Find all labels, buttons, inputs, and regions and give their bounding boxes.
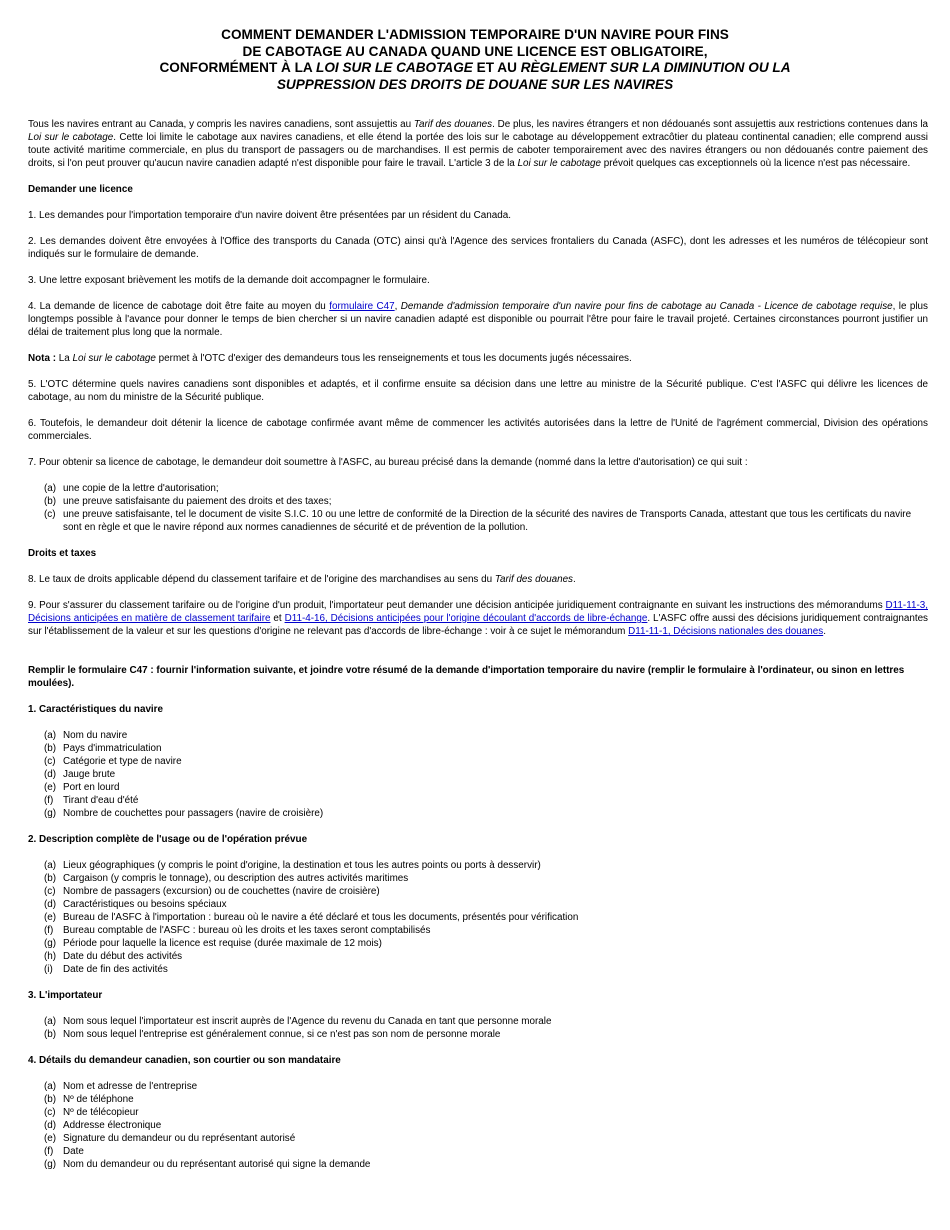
list-item-text: Bureau de l'ASFC à l'importation : bureau où le navire a été déclaré et tous les documents, présentés pour vérification [63, 912, 579, 923]
list-item-text: Cargaison (y compris le tonnage), ou description des autres activités maritimes [63, 873, 409, 884]
list-item-text: Date du début des activités [63, 951, 183, 962]
list-item [28, 937, 928, 950]
list-item-text: une preuve satisfaisante, tel le document de visite S.I.C. 10 ou une lettre de conformité de la Direction de la sécurité des navires de Transports Canada, attestant que tous les certificats du navire sont en règle et que le navire répond aux normes canadiennes de sécurité et de prévention de la pollution. [63, 509, 912, 533]
list-item-text: Période pour laquelle la licence est requise (durée maximale de 12 mois) [63, 938, 382, 949]
list-item-key: (b) [44, 1029, 57, 1040]
list-item [28, 794, 928, 807]
heading-remplir-formulaire: Remplir le formulaire C47 : fournir l'information suivante, et joindre votre résumé de la demande d'importation temporaire du navire (remplir le formulaire à l'ordinateur, ou sinon en lettres moulées). [28, 665, 905, 689]
list-item-key: (c) [44, 509, 56, 520]
link-formulaire-c47[interactable]: formulaire C47 [329, 301, 395, 312]
list-item [28, 924, 928, 937]
link-d11-4-16[interactable]: D11-4-16, Décisions anticipées pour l'origine découlant d'accords de libre-échange [284, 613, 648, 624]
title-line-3: CONFORMÉMENT À LA LOI SUR LE CABOTAGE ET AU RÈGLEMENT SUR LA DIMINUTION OU LA [159, 60, 791, 75]
paragraph-9: 9. Pour s'assurer du classement tarifaire ou de l'origine d'un produit, l'importateur peut demander une décision anticipée juridiquement contraignante en suivant les instructions des mémorandums D11-11-3, Décisions anticipées en matière de classement tarifaire et D11-4-16, Décisions anticipées pour l'origine découlant d'accords de libre-échange. L'ASFC offre aussi des décisions juridiquement contraignantes sur l'établissement de la valeur et sur les questions d'origine ne relevant pas d'accords de libre-échange : voir à ce sujet le mémorandum D11-11-1, Décisions nationales des douanes. [28, 600, 928, 637]
list-item [28, 872, 928, 885]
list-item-text: Nombre de couchettes pour passagers (navire de croisière) [63, 808, 324, 819]
list-item-key: (a) [44, 1016, 57, 1027]
note-paragraph: Nota : La Loi sur le cabotage permet à l'OTC d'exiger des demandeurs tous les renseignements et tous les documents jugés nécessaires. [28, 353, 632, 364]
section-list [28, 729, 928, 820]
list-item [28, 1028, 928, 1041]
list-item [28, 729, 928, 742]
list-item-text: Catégorie et type de navire [63, 756, 182, 767]
list-item-text: Nº de télécopieur [63, 1107, 139, 1118]
title-line-2: DE CABOTAGE AU CANADA QUAND UNE LICENCE EST OBLIGATOIRE, [242, 43, 708, 59]
intro-paragraph: Tous les navires entrant au Canada, y compris les navires canadiens, sont assujettis au Tarif des douanes. De plus, les navires étrangers et non dédouanés sont assujettis aux restrictions contenues dans la Loi sur le cabotage. Cette loi limite le cabotage aux navires canadiens, et elle étend la portée des lois sur le cabotage au développement extracôtier du plateau continental canadien; elle comprend aussi toute activité maritime commerciale, en plus du transport de passagers ou de marchandises. Il est permis de caboter temporairement avec des navires étrangers ou non dédouanés contre paiement des droits, si l'on peut prouver qu'aucun navire canadien adapté n'est disponible pour faire le travail. L'article 3 de la Loi sur le cabotage prévoit quelques cas exceptionnels où la licence n'est pas nécessaire. [28, 119, 929, 169]
list-item-key: (b) [44, 496, 57, 507]
list-item-key: (h) [44, 951, 57, 962]
section-heading: 2. Description complète de l'usage ou de l'opération prévue [28, 834, 308, 845]
list-item [28, 950, 928, 963]
list-item-text: Nom et adresse de l'entreprise [63, 1081, 198, 1092]
list-item-key: (e) [44, 782, 57, 793]
list-item [28, 1119, 928, 1132]
list-item-text: Bureau comptable de l'ASFC : bureau où les droits et les taxes seront comptabilisés [63, 925, 431, 936]
list-item-key: (f) [44, 795, 54, 806]
list-item [28, 963, 928, 976]
list-item-key: (a) [44, 860, 57, 871]
list-item [28, 898, 928, 911]
list-item [28, 781, 928, 794]
list-item [28, 1093, 928, 1106]
list-item [28, 482, 928, 495]
link-d11-11-3[interactable]: D11-11-3, Décisions anticipées en matière de classement tarifaire [28, 600, 928, 624]
list-item-key: (g) [44, 808, 57, 819]
list-item-key: (b) [44, 873, 57, 884]
page-title [60, 27, 890, 93]
list-item-key: (d) [44, 769, 57, 780]
list-item-text: Pays d'immatriculation [63, 743, 162, 754]
list-item-key: (b) [44, 1094, 57, 1105]
list-item [28, 1080, 928, 1093]
list-item-key: (d) [44, 899, 57, 910]
paragraph-3: 3. Une lettre exposant brièvement les motifs de la demande doit accompagner le formulaire. [28, 275, 430, 286]
list-item [28, 885, 928, 898]
section-list [28, 859, 928, 976]
list-item-key: (g) [44, 1159, 57, 1170]
list-item-key: (d) [44, 1120, 57, 1131]
section-list [28, 1080, 928, 1171]
list-item [28, 495, 928, 508]
list-item-text: Addresse électronique [63, 1120, 162, 1131]
paragraph-8: 8. Le taux de droits applicable dépend du classement tarifaire et de l'origine des marchandises au sens du Tarif des douanes. [28, 574, 576, 585]
heading-droits-taxes: Droits et taxes [28, 548, 97, 559]
paragraph-7-list [28, 482, 928, 534]
paragraph-4: 4. La demande de licence de cabotage doit être faite au moyen du formulaire C47, Demande d'admission temporaire d'un navire pour fins de cabotage au Canada - Licence de cabotage requise, le plus longtemps possible à l'avance pour donner le temps de bien chercher si un navire canadien adapté est disponible ou pourrait l'être pour faire le travail projeté. Certaines circonstances pourront justifier un délai de traitement plus long que la normale. [28, 301, 928, 338]
list-item [28, 508, 928, 534]
list-item-key: (c) [44, 756, 56, 767]
paragraph-2: 2. Les demandes doivent être envoyées à l'Office des transports du Canada (OTC) ainsi qu'à l'Agence des services frontaliers du Canada (ASFC), dont les adresses et les numéros de télécopieur sont indiqués sur le formulaire de demande. [28, 236, 928, 260]
list-item [28, 1145, 928, 1158]
list-item-key: (b) [44, 743, 57, 754]
list-item-key: (g) [44, 938, 57, 949]
form-sections [28, 703, 928, 1171]
heading-demander-licence: Demander une licence [28, 184, 133, 195]
list-item-key: (c) [44, 886, 56, 897]
list-item-text: Lieux géographiques (y compris le point d'origine, la destination et tous les autres points ou ports à desservir) [63, 860, 541, 871]
list-item-text: une copie de la lettre d'autorisation; [63, 483, 219, 494]
list-item-text: Jauge brute [63, 769, 116, 780]
list-item-key: (c) [44, 1107, 56, 1118]
list-item-text: Port en lourd [63, 782, 120, 793]
list-item-text: Nom du navire [63, 730, 128, 741]
list-item-text: Caractéristiques ou besoins spéciaux [63, 899, 227, 910]
list-item-text: Nº de téléphone [63, 1094, 134, 1105]
list-item-key: (e) [44, 912, 57, 923]
list-item-text: Nom sous lequel l'importateur est inscrit auprès de l'Agence du revenu du Canada en tant que personne morale [63, 1016, 552, 1027]
list-item-text: Nom du demandeur ou du représentant autorisé qui signe la demande [63, 1159, 371, 1170]
paragraph-7: 7. Pour obtenir sa licence de cabotage, le demandeur doit soumettre à l'ASFC, au bureau précisé dans la demande (nommé dans la lettre d'autorisation) ce qui suit : [28, 457, 748, 468]
list-item [28, 1132, 928, 1145]
section-heading: 3. L'importateur [28, 990, 103, 1001]
list-item [28, 1158, 928, 1171]
link-d11-11-1[interactable]: D11-11-1, Décisions nationales des douanes [628, 626, 824, 637]
list-item-key: (a) [44, 483, 57, 494]
list-item-key: (e) [44, 1133, 57, 1144]
title-line-1: COMMENT DEMANDER L'ADMISSION TEMPORAIRE D'UN NAVIRE POUR FINS [221, 27, 729, 42]
paragraph-6: 6. Toutefois, le demandeur doit détenir la licence de cabotage confirmée avant même de commencer les activités autorisées dans la lettre de l'Unité de l'agrément commercial, Division des opérations commerciales. [28, 418, 928, 442]
list-item [28, 1015, 928, 1028]
list-item-text: Tirant d'eau d'été [63, 795, 139, 806]
paragraph-1: 1. Les demandes pour l'importation temporaire d'un navire doivent être présentées par un résident du Canada. [28, 210, 512, 221]
list-item [28, 768, 928, 781]
section-heading: 4. Détails du demandeur canadien, son courtier ou son mandataire [28, 1055, 341, 1066]
list-item-text: Signature du demandeur ou du représentant autorisé [63, 1133, 296, 1144]
list-item [28, 1106, 928, 1119]
list-item [28, 911, 928, 924]
list-item-key: (f) [44, 925, 54, 936]
paragraph-5: 5. L'OTC détermine quels navires canadiens sont disponibles et adaptés, et il confirme ensuite sa décision dans une lettre au ministre de la Sécurité publique. C'est l'ASFC qui délivre les licences de cabotage, au nom du ministre de la Sécurité publique. [28, 379, 928, 403]
list-item [28, 755, 928, 768]
list-item [28, 807, 928, 820]
list-item [28, 859, 928, 872]
list-item-text: Nombre de passagers (excursion) ou de couchettes (navire de croisière) [63, 886, 380, 897]
document-body [28, 118, 928, 1184]
list-item-text: Date de fin des activités [63, 964, 168, 975]
list-item-key: (a) [44, 1081, 57, 1092]
section-heading: 1. Caractéristiques du navire [28, 704, 164, 715]
list-item-text: Nom sous lequel l'entreprise est généralement connue, si ce n'est pas son nom de personne morale [63, 1029, 501, 1040]
list-item-key: (i) [44, 964, 53, 975]
list-item-text: Date [63, 1146, 84, 1157]
list-item-text: une preuve satisfaisante du paiement des droits et des taxes; [63, 496, 332, 507]
list-item [28, 742, 928, 755]
list-item-key: (f) [44, 1146, 54, 1157]
list-item-key: (a) [44, 730, 57, 741]
section-list [28, 1015, 928, 1041]
title-line-4: SUPPRESSION DES DROITS DE DOUANE SUR LES NAVIRES [276, 76, 674, 92]
